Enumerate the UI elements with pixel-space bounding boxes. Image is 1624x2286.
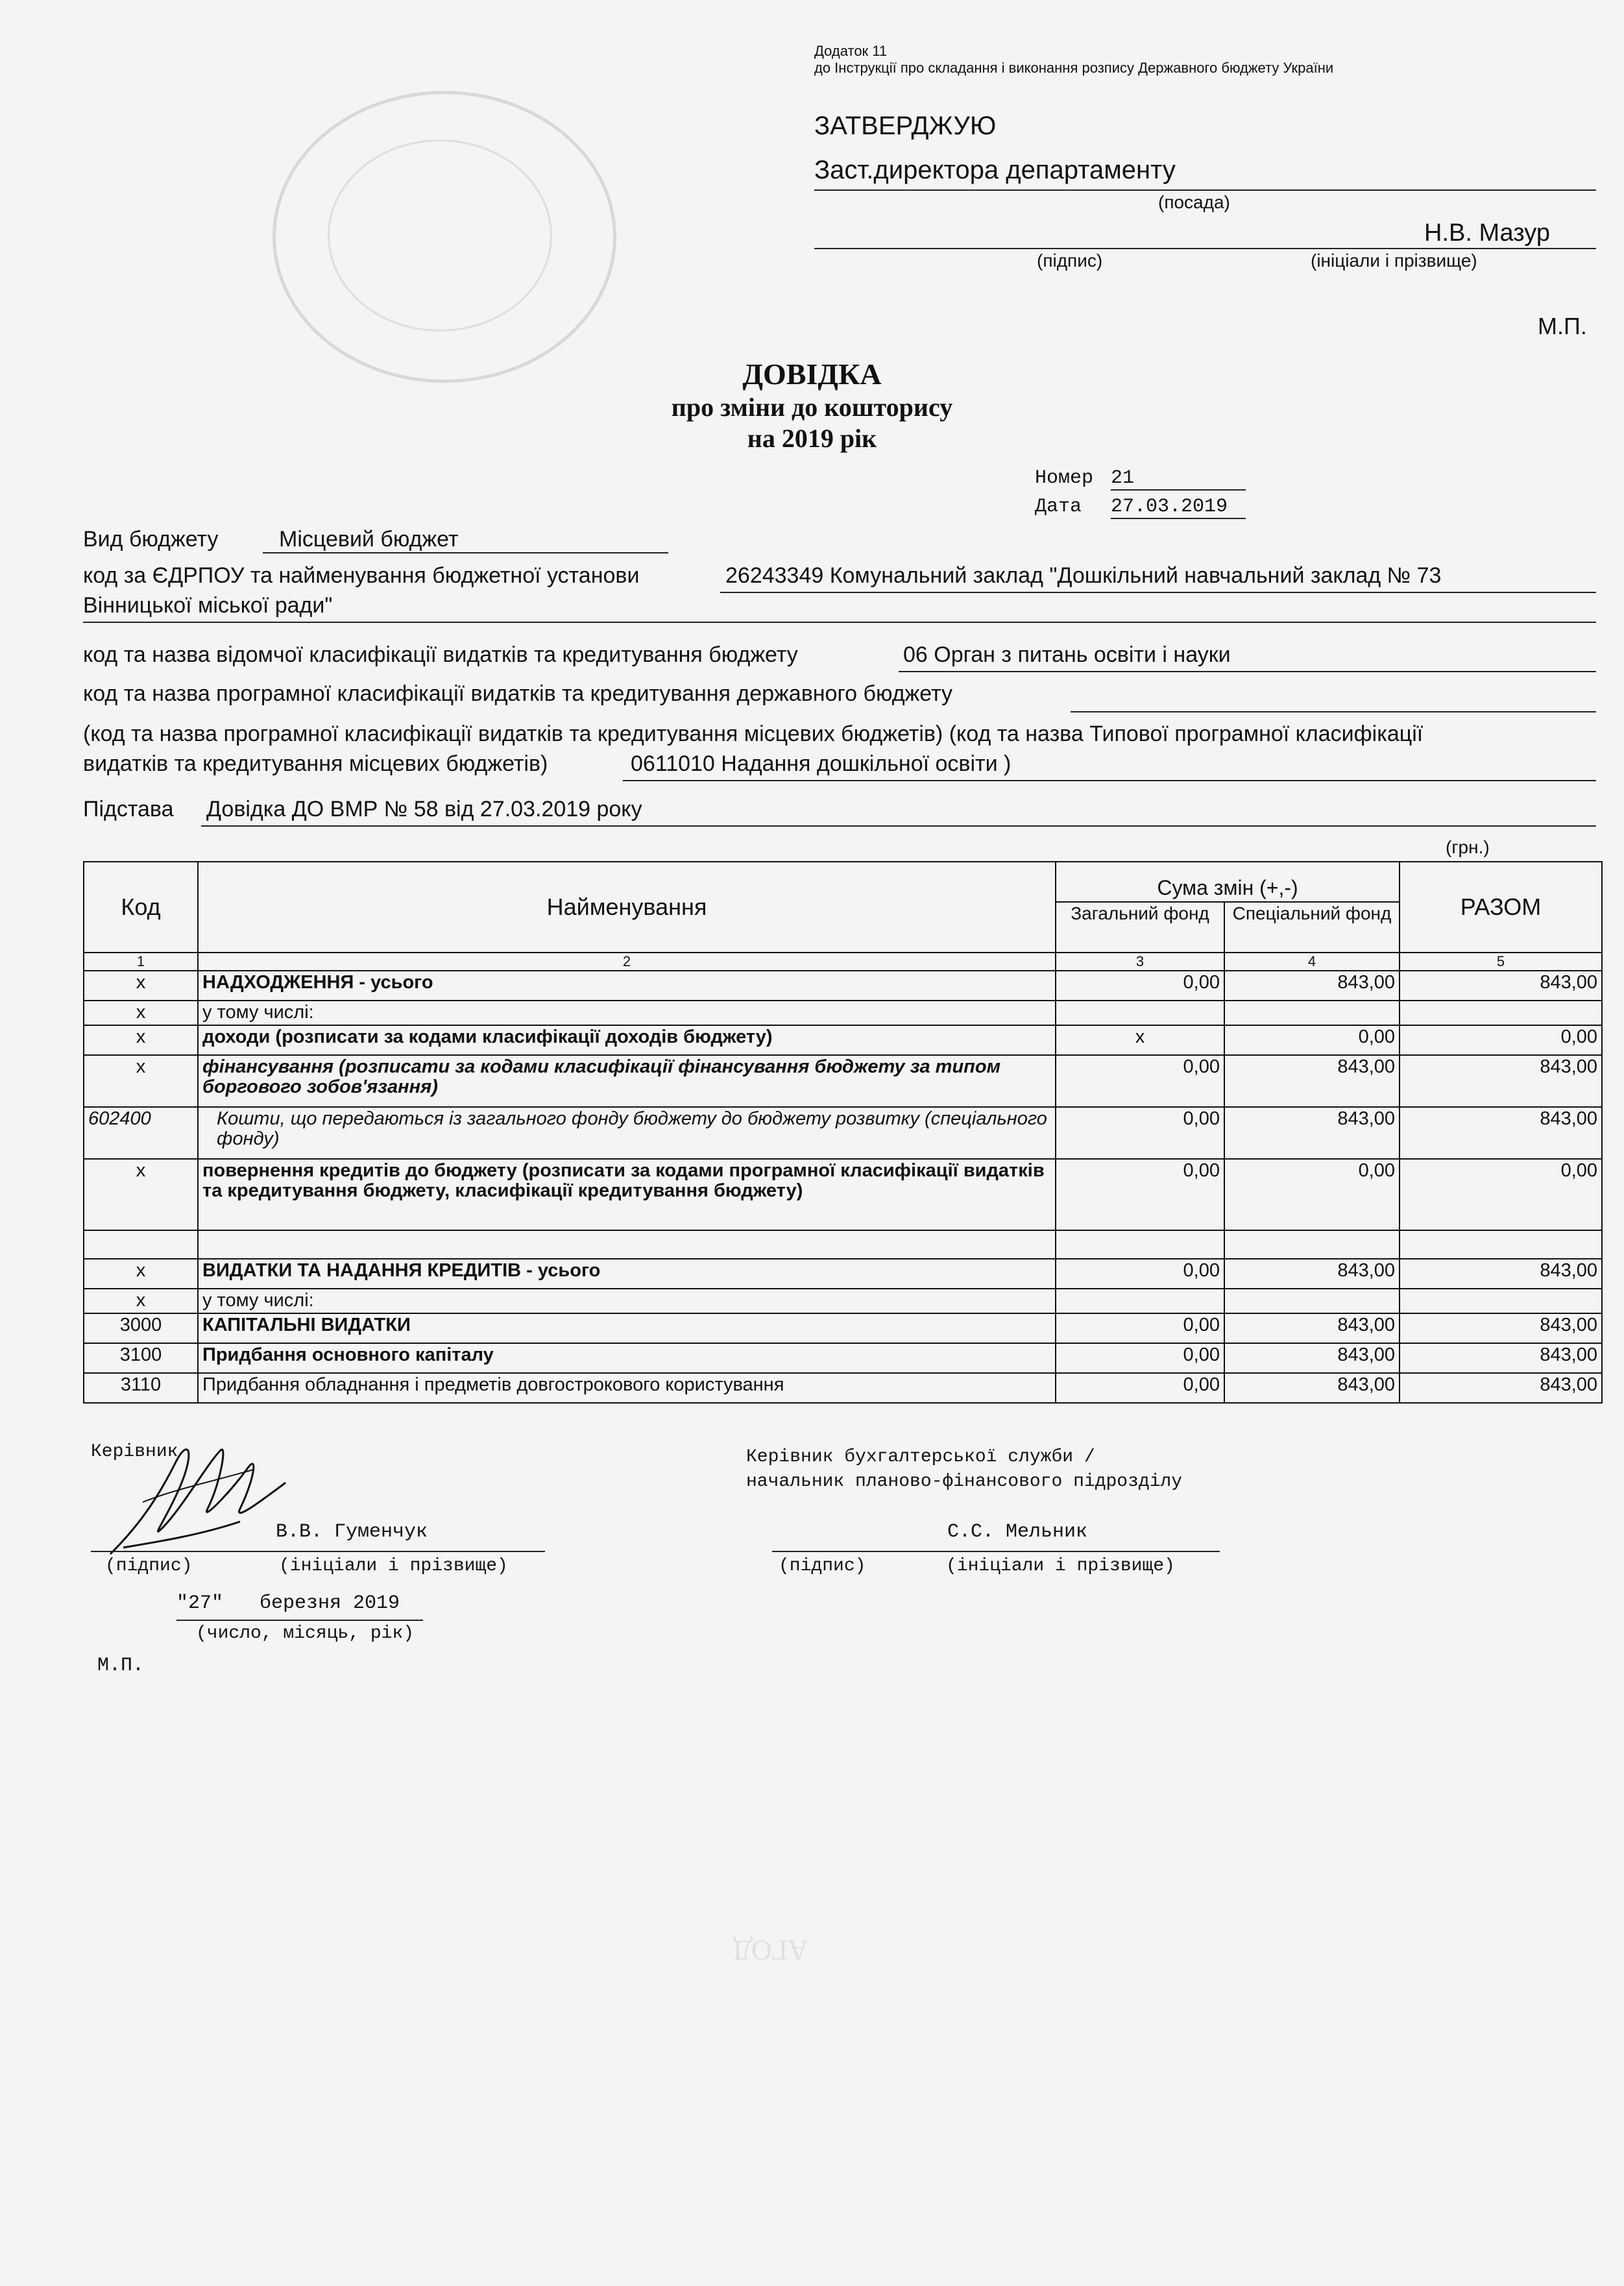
- colnum: 5: [1400, 953, 1602, 971]
- table-cell-special: 0,00: [1224, 1159, 1400, 1230]
- document-year: на 2019 рік: [747, 424, 877, 453]
- header-name: Найменування: [198, 862, 1056, 953]
- faint-seal-stamp: [273, 91, 616, 383]
- table-cell-general: 0,00: [1056, 1373, 1224, 1403]
- approver-mp: М.П.: [1538, 313, 1587, 339]
- table-cell-name: фінансування (розписати за кодами класифікації фінансування бюджету за типом боргового зобов'язання): [198, 1055, 1056, 1107]
- date-label: Дата: [1035, 496, 1082, 518]
- head-signature-caption: (підпис): [105, 1556, 193, 1576]
- table-row: [84, 1159, 1602, 1230]
- table-cell-general: [1056, 1230, 1224, 1259]
- table-cell-name: у тому числі:: [198, 1289, 1056, 1313]
- table-row: [84, 1313, 1602, 1343]
- footer-mp: М.П.: [97, 1655, 145, 1677]
- table-row: [84, 1055, 1602, 1107]
- table-cell-code: х: [84, 971, 198, 1001]
- table-row: [84, 1230, 1602, 1259]
- head-name: В.В. Гуменчук: [276, 1521, 428, 1543]
- table-cell-total: 843,00: [1400, 1373, 1602, 1403]
- program-underline: [1071, 711, 1596, 712]
- table-cell-total: [1400, 1001, 1602, 1025]
- local-program-label-2: видатків та кредитування місцевих бюджетів): [83, 751, 548, 776]
- colnum: 1: [84, 953, 198, 971]
- accountant-label-1: Керівник бухгалтерської служби /: [746, 1447, 1095, 1467]
- table-cell-general: 0,00: [1056, 971, 1224, 1001]
- table-cell-code: х: [84, 1289, 198, 1313]
- estimate-changes-table: [83, 861, 1603, 1404]
- table-cell-code: 3000: [84, 1313, 198, 1343]
- table-cell-special: 843,00: [1224, 1313, 1400, 1343]
- table-cell-total: [1400, 1230, 1602, 1259]
- table-cell-name: повернення кредитів до бюджету (розписати за кодами програмної класифікації видатків та кредитування бюджету, класифікації кредитування бюджету): [198, 1159, 1056, 1230]
- table-cell-name: у тому числі:: [198, 1001, 1056, 1025]
- table-cell-general: х: [1056, 1025, 1224, 1055]
- document-title: ДОВІДКА: [742, 358, 882, 391]
- table-cell-special: 843,00: [1224, 1343, 1400, 1373]
- number-label: Номер: [1035, 467, 1094, 489]
- table-cell-total: 843,00: [1400, 1343, 1602, 1373]
- approve-position: Заст.директора департаменту: [814, 156, 1176, 184]
- local-program-underline: [623, 780, 1596, 781]
- table-cell-name: ВИДАТКИ ТА НАДАННЯ КРЕДИТІВ - усього: [198, 1259, 1056, 1289]
- table-row: [84, 1343, 1602, 1373]
- date-day: "27": [176, 1592, 224, 1614]
- head-label: Керівник: [91, 1442, 178, 1462]
- table-cell-total: 843,00: [1400, 1107, 1602, 1159]
- date-value: 27.03.2019: [1111, 496, 1246, 519]
- program-label: код та назва програмної класифікації видатків та кредитування державного бюджету: [83, 681, 953, 706]
- table-cell-special: 843,00: [1224, 1107, 1400, 1159]
- table-cell-special: 843,00: [1224, 1373, 1400, 1403]
- table-row: [84, 1025, 1602, 1055]
- table-row: [84, 1259, 1602, 1289]
- basis-label: Підстава: [83, 797, 174, 821]
- table-cell-code: х: [84, 1259, 198, 1289]
- date-month: березня 2019: [260, 1592, 400, 1614]
- table-cell-special: [1224, 1289, 1400, 1313]
- edrpou-label: код за ЄДРПОУ та найменування бюджетної установи: [83, 563, 640, 588]
- table-cell-total: [1400, 1289, 1602, 1313]
- accountant-name: С.С. Мельник: [947, 1521, 1088, 1543]
- currency-note: (грн.): [1446, 837, 1490, 857]
- table-cell-general: 0,00: [1056, 1159, 1224, 1230]
- table-cell-name: КАПІТАЛЬНІ ВИДАТКИ: [198, 1313, 1056, 1343]
- position-caption: (посада): [1158, 192, 1230, 212]
- colnum: 3: [1056, 953, 1224, 971]
- table-cell-code: 3110: [84, 1373, 198, 1403]
- table-cell-special: 0,00: [1224, 1025, 1400, 1055]
- table-row: [84, 971, 1602, 1001]
- basis-value: Довідка ДО ВМР № 58 від 27.03.2019 року: [206, 797, 642, 821]
- table-cell-name: [198, 1230, 1056, 1259]
- table-cell-name: Кошти, що передаються із загального фонду бюджету до бюджету розвитку (спеціального фонду): [198, 1107, 1056, 1159]
- approve-title: ЗАТВЕРДЖУЮ: [814, 112, 997, 140]
- table-cell-total: 0,00: [1400, 1025, 1602, 1055]
- table-cell-code: х: [84, 1159, 198, 1230]
- accountant-underline: [772, 1551, 1220, 1552]
- date-caption: (число, місяць, рік): [196, 1623, 415, 1644]
- table-cell-code: [84, 1230, 198, 1259]
- annex-line-1: Додаток 11: [814, 43, 888, 59]
- approver-signature-caption: (підпис): [1037, 250, 1103, 271]
- table-cell-general: 0,00: [1056, 1107, 1224, 1159]
- head-initials-caption: (ініціали і прізвище): [279, 1556, 508, 1576]
- table-cell-special: 843,00: [1224, 1259, 1400, 1289]
- head-underline: [91, 1551, 545, 1552]
- dept-label: код та назва відомчої класифікації видатків та кредитування бюджету: [83, 642, 798, 667]
- table-row: [84, 1289, 1602, 1313]
- accountant-label-2: начальник планово-фінансового підрозділу: [746, 1472, 1183, 1492]
- table-cell-general: 0,00: [1056, 1055, 1224, 1107]
- table-cell-general: 0,00: [1056, 1259, 1224, 1289]
- header-general-fund: Загальний фонд: [1056, 902, 1224, 953]
- header-code: Код: [84, 862, 198, 953]
- basis-underline: [201, 825, 1596, 827]
- local-program-label: (код та назва програмної класифікації видатків та кредитування місцевих бюджетів) (код та назва Типової програмної класифікації: [83, 722, 1424, 746]
- table-cell-special: 843,00: [1224, 971, 1400, 1001]
- table-cell-general: 0,00: [1056, 1313, 1224, 1343]
- header-total: РАЗОМ: [1400, 862, 1602, 953]
- edrpou-value-line-2: Вінницької міської ради": [83, 593, 333, 618]
- table-cell-special: [1224, 1001, 1400, 1025]
- table-row: [84, 1001, 1602, 1025]
- edrpou-underline-2: [83, 622, 1596, 623]
- table-cell-total: 843,00: [1400, 971, 1602, 1001]
- table-cell-total: 843,00: [1400, 1055, 1602, 1107]
- accountant-signature-caption: (підпис): [779, 1556, 866, 1576]
- edrpou-underline: [720, 592, 1596, 593]
- table-row: [84, 1107, 1602, 1159]
- dept-underline: [899, 671, 1596, 672]
- table-cell-name: НАДХОДЖЕННЯ - усього: [198, 971, 1056, 1001]
- position-underline: [814, 189, 1596, 191]
- bleed-through-text: АГОД: [733, 1934, 808, 1966]
- number-value: 21: [1111, 467, 1246, 491]
- table-cell-name: Придбання обладнання і предметів довгострокового користування: [198, 1373, 1056, 1403]
- table-cell-code: х: [84, 1025, 198, 1055]
- table-row: [84, 1373, 1602, 1403]
- table-cell-total: 0,00: [1400, 1159, 1602, 1230]
- table-cell-special: [1224, 1230, 1400, 1259]
- document-subtitle: про зміни до кошторису: [671, 393, 953, 422]
- signature-underline: [814, 248, 1596, 249]
- table-cell-code: 602400: [84, 1107, 198, 1159]
- budget-type-label: Вид бюджету: [83, 527, 219, 552]
- dept-value: 06 Орган з питань освіти і науки: [903, 642, 1231, 667]
- approver-name-caption: (ініціали і прізвище): [1311, 250, 1477, 271]
- table-cell-name: доходи (розписати за кодами класифікації доходів бюджету): [198, 1025, 1056, 1055]
- colnum: 4: [1224, 953, 1400, 971]
- local-program-value: 0611010 Надання дошкільної освіти ): [631, 751, 1012, 776]
- header-special-fund: Спеціальний фонд: [1224, 902, 1400, 953]
- edrpou-value: 26243349 Комунальний заклад "Дошкільний навчальний заклад № 73: [725, 563, 1442, 588]
- budget-type-value: Місцевий бюджет: [263, 527, 668, 553]
- header-sum: Сума змін (+,-): [1056, 862, 1400, 902]
- table-cell-code: х: [84, 1001, 198, 1025]
- annex-line-2: до Інструкції про складання і виконання розпису Державного бюджету України: [814, 60, 1334, 76]
- accountant-initials-caption: (ініціали і прізвище): [946, 1556, 1175, 1576]
- table-cell-name: Придбання основного капіталу: [198, 1343, 1056, 1373]
- table-cell-total: 843,00: [1400, 1313, 1602, 1343]
- table-cell-code: 3100: [84, 1343, 198, 1373]
- table-cell-general: [1056, 1289, 1224, 1313]
- date-underline: [176, 1620, 423, 1621]
- table-cell-total: 843,00: [1400, 1259, 1602, 1289]
- table-cell-general: 0,00: [1056, 1343, 1224, 1373]
- approver-name: Н.В. Мазур: [1424, 219, 1550, 247]
- table-cell-general: [1056, 1001, 1224, 1025]
- table-cell-special: 843,00: [1224, 1055, 1400, 1107]
- table-cell-code: х: [84, 1055, 198, 1107]
- colnum: 2: [198, 953, 1056, 971]
- column-number-row: [84, 953, 1602, 971]
